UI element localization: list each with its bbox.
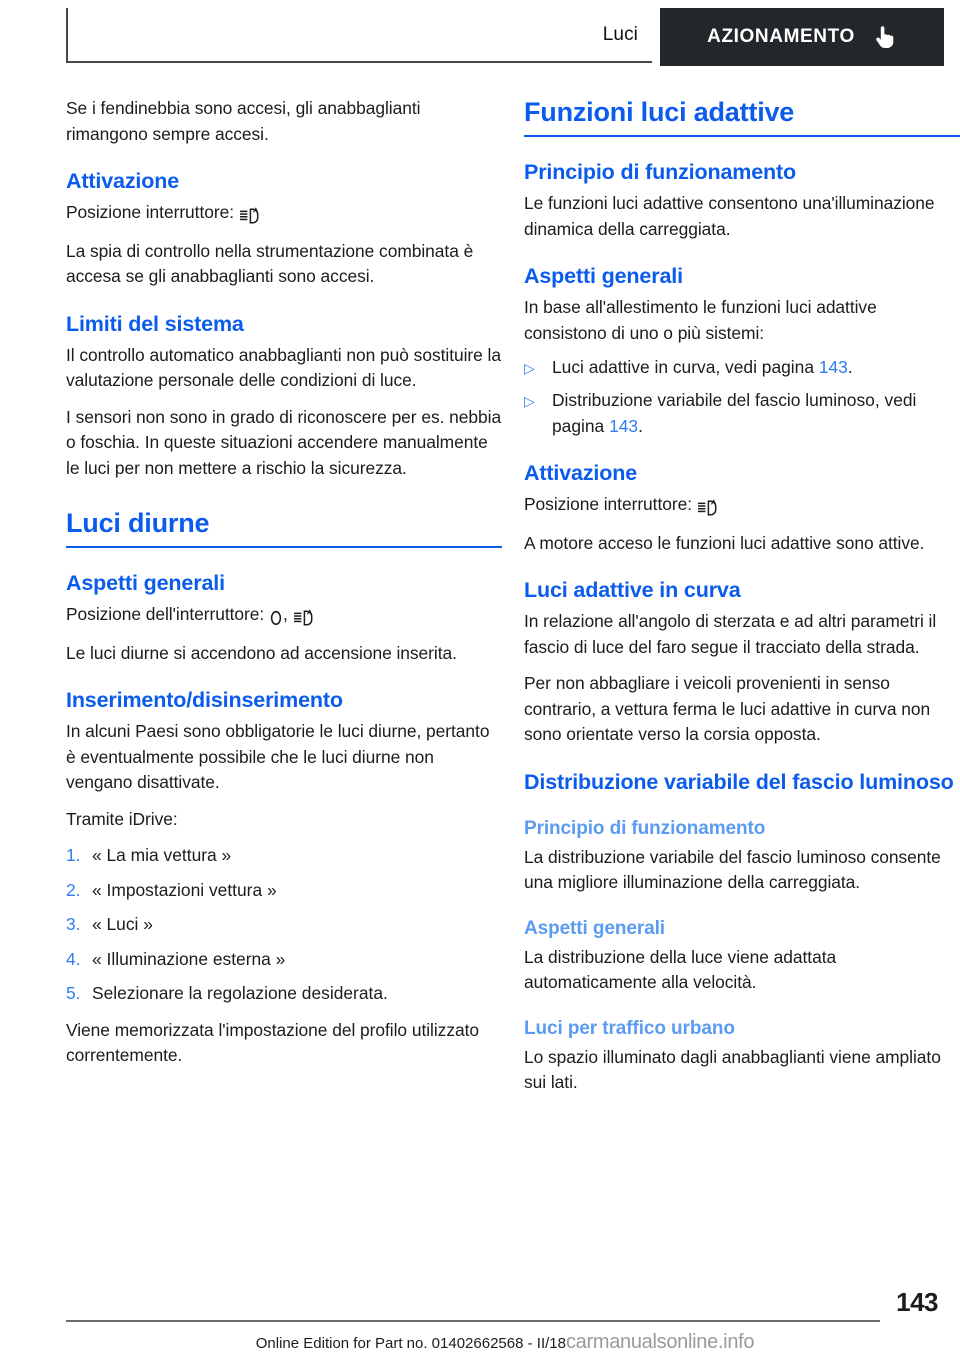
page-reference[interactable]: 143 <box>609 415 639 436</box>
step-text: « Luci » <box>92 914 153 934</box>
paragraph-inserimento-3: Viene memorizzata l'impostazione del profilo utilizzato correntemente. <box>66 1019 479 1065</box>
list-item <box>66 878 502 904</box>
light-off-icon <box>269 606 283 632</box>
heading-distribuzione-principio: Principio di funzionamento <box>524 817 766 839</box>
heading-attivazione-adattive: Attivazione <box>524 461 638 485</box>
heading-luci-adattive-in-curva: Luci adattive in curva <box>524 578 741 602</box>
step-number: 3. <box>66 914 81 934</box>
paragraph-aspetti-diurne: Le luci diurne si accendono ad accensione inserita. <box>66 642 457 663</box>
paragraph-distribuzione-aspetti: La distribuzione della luce viene adattata automaticamente alla velocità. <box>524 946 837 992</box>
heading-attivazione: Attivazione <box>66 169 180 193</box>
heading-aspetti-generali: Aspetti generali <box>524 264 683 288</box>
edition-text: Online Edition for Part no. 01402662568 - II/18 <box>255 1335 566 1352</box>
left-column <box>66 96 502 1107</box>
heading-distribuzione-aspetti: Aspetti generali <box>524 917 665 939</box>
header-chapter-label: Luci <box>602 23 638 45</box>
idrive-steps-list <box>66 843 502 1007</box>
step-text: « Illuminazione esterna » <box>92 948 286 969</box>
header-section-label: AZIONAMENTO <box>707 26 855 47</box>
list-item <box>66 947 502 973</box>
paragraph-attivazione: La spia di controllo nella strumentazione combinata è accesa se gli anabbaglianti sono accesi. <box>66 240 474 286</box>
right-column <box>524 96 960 1107</box>
triangle-bullet-icon: ▷ <box>524 360 535 376</box>
page-footer <box>66 1272 944 1362</box>
switch-position-line-2 <box>66 602 502 632</box>
step-text: Selezionare la regolazione desiderata. <box>92 983 388 1003</box>
heading-limiti-del-sistema: Limiti del sistema <box>66 311 244 336</box>
paragraph-curva-1: In relazione all'angolo di sterzata e ad altri parametri il fascio di luce del faro segue il tracciato della strada. <box>524 611 937 657</box>
list-item <box>524 388 960 439</box>
heading-inserimento-disinserimento: Inserimento/disinserimento <box>66 688 343 712</box>
pointing-hand-icon <box>871 24 897 50</box>
bullet-text-before: Luci adattive in curva, vedi pagina <box>552 357 819 377</box>
list-item <box>524 355 960 381</box>
intro-paragraph: Se i fendinebbia sono accesi, gli anabbaglianti rimangono sempre accesi. <box>66 98 421 144</box>
switch-position-line-3 <box>524 492 960 522</box>
switch-position-label-2: Posizione dell'interruttore: <box>66 604 265 624</box>
paragraph-inserimento-2: Tramite iDrive: <box>66 808 178 829</box>
header-chapter-box <box>66 8 652 63</box>
heading-principio-di-funzionamento: Principio di funzionamento <box>524 160 797 184</box>
paragraph-curva-2: Per non abbagliare i veicoli provenienti in senso contrario, a vettura ferma le luci adattive in curva non sono orientate verso la corsia opposta. <box>524 673 931 744</box>
step-text: « La mia vettura » <box>92 845 232 865</box>
paragraph-luci-traffico-urbano: Lo spazio illuminato dagli anabbaglianti viene ampliato sui lati. <box>524 1046 941 1092</box>
bullet-text-after: . <box>638 415 643 436</box>
auto-headlight-icon-2 <box>293 606 315 632</box>
step-number: 5. <box>66 983 81 1003</box>
bullet-text-after: . <box>847 357 853 377</box>
sistemi-bullet-list <box>524 355 960 439</box>
switch-separator: , <box>282 604 288 624</box>
auto-headlight-icon-3 <box>697 496 719 522</box>
paragraph-attivazione-adattive: A motore acceso le funzioni luci adattive sono attive. <box>524 532 925 553</box>
chapter-title-funzioni-luci-adattive: Funzioni luci adattive <box>524 96 960 137</box>
paragraph-principio: Le funzioni luci adattive consentono una'illuminazione dinamica della carreggiata. <box>524 193 935 239</box>
switch-position-label: Posizione interruttore: <box>66 202 235 222</box>
paragraph-aspetti: In base all'allestimento le funzioni luci adattive consistono di uno o più sistemi: <box>524 297 877 343</box>
page-header <box>66 8 944 66</box>
heading-luci-traffico-urbano: Luci per traffico urbano <box>524 1017 735 1039</box>
bullet-text <box>552 355 960 381</box>
footer-divider <box>66 1320 880 1322</box>
switch-position-line-1 <box>66 200 502 230</box>
auto-headlight-icon <box>239 204 261 230</box>
list-item <box>66 981 502 1007</box>
triangle-bullet-icon: ▷ <box>524 393 535 409</box>
heading-aspetti-generali-diurne: Aspetti generali <box>66 571 225 595</box>
page-columns <box>0 96 960 1107</box>
paragraph-inserimento-1: In alcuni Paesi sono obbligatorie le luci diurne, pertanto è eventualmente possibile che le luci diurne non vengano disattivate. <box>66 721 490 792</box>
list-item <box>66 843 502 869</box>
chapter-title-luci-diurne: Luci diurne <box>66 507 502 548</box>
step-number: 2. <box>66 879 81 900</box>
bullet-text <box>552 388 960 439</box>
paragraph-limiti-1: Il controllo automatico anabbaglianti non può sostituire la valutazione personale delle condizioni di luce. <box>66 344 501 390</box>
header-section-box <box>660 8 944 66</box>
step-number: 1. <box>66 845 81 865</box>
page-reference[interactable]: 143 <box>818 357 848 377</box>
heading-distribuzione-variabile: Distribuzione variabile del fascio luminoso <box>524 769 954 794</box>
switch-position-label-3: Posizione interruttore: <box>524 494 693 514</box>
bullet-text-before: Distribuzione variabile del fascio luminoso, vedi pagina <box>552 390 917 436</box>
paragraph-distribuzione-principio: La distribuzione variabile del fascio luminoso consente una migliore illuminazione della carreggiata. <box>524 846 941 892</box>
watermark-text: carmanualsonline.info <box>565 1331 755 1353</box>
page-number: 143 <box>896 1287 938 1317</box>
list-item <box>66 912 502 938</box>
footer-edition-line <box>66 1331 944 1354</box>
step-number: 4. <box>66 948 81 969</box>
paragraph-limiti-2: I sensori non sono in grado di riconoscere per es. nebbia o foschia. In queste situazioni accendere manualmente le luci per non mettere a rischio la sicurezza. <box>66 406 502 478</box>
step-text: « Impostazioni vettura » <box>92 879 277 900</box>
